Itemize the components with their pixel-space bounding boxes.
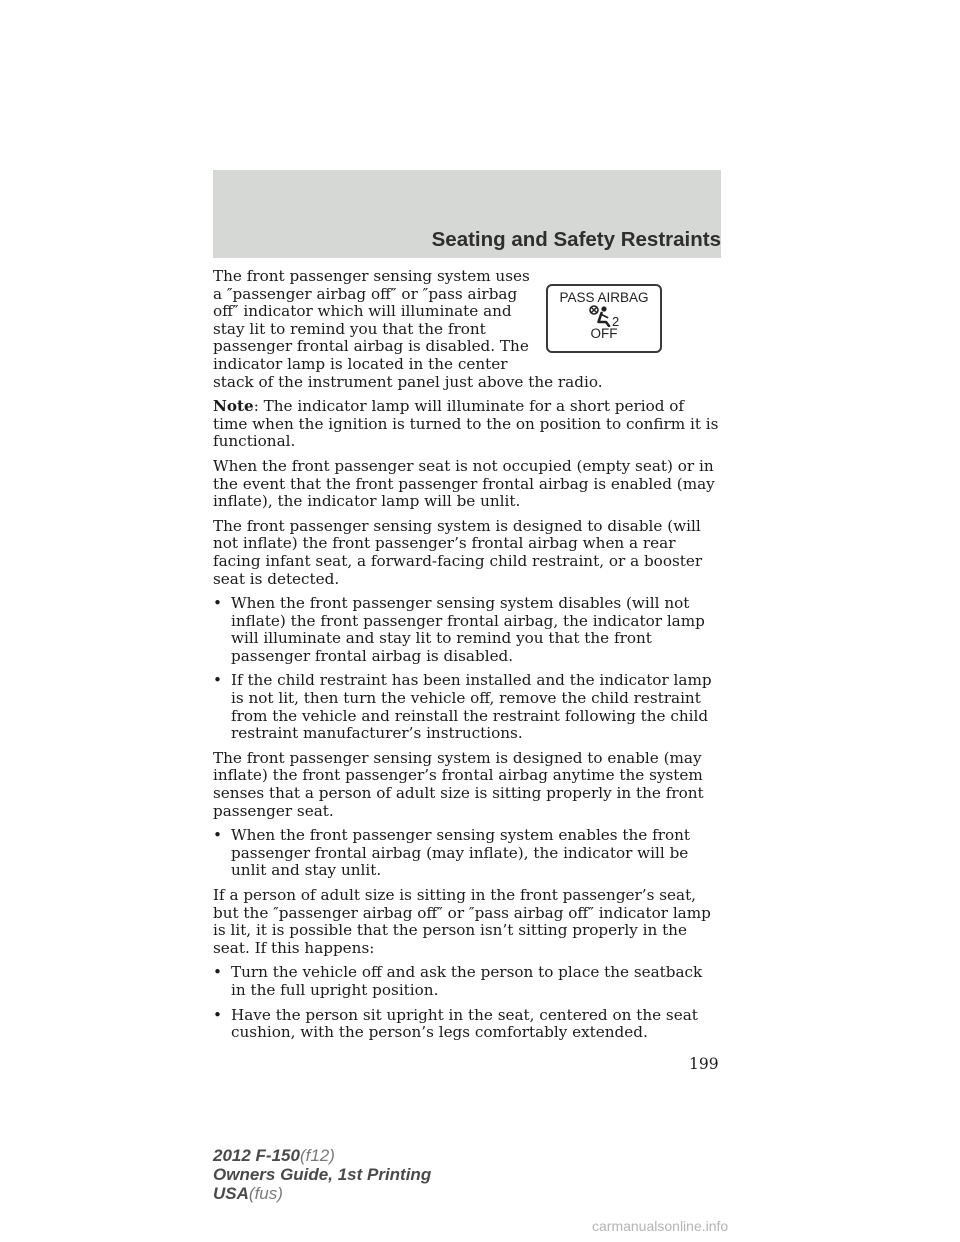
- bullet-marker: •: [213, 671, 222, 690]
- footer-line-model: [213, 1146, 431, 1165]
- indicator-label-top: PASS AIRBAG: [559, 290, 649, 305]
- bullet-item: [213, 595, 721, 665]
- intro-text: The front passenger sensing system uses a ″passenger airbag off″ or ″pass airbag off″ indicator which will illuminate and stay lit to remind you that the front passenger frontal airbag is disabled. The indicator lamp is located in the center stack of the instrument panel just above the radio.: [213, 267, 603, 391]
- pass-airbag-off-indicator: [546, 284, 662, 353]
- bullet-item: [213, 672, 721, 742]
- bullet-text: When the front passenger sensing system enables the front passenger frontal airbag (may inflate), the indicator will be unlit and stay unlit.: [231, 826, 691, 880]
- bullet-marker: •: [213, 594, 222, 613]
- bullet-text: Turn the vehicle off and ask the person to place the seatback in the full upright position.: [231, 963, 703, 999]
- note-text: : The indicator lamp will illuminate for a short period of time when the ignition is turned to the on position to confirm it is functional.: [213, 397, 719, 451]
- footer-market: USA: [213, 1184, 249, 1203]
- bullet-item: [213, 1007, 721, 1042]
- unoccupied-seat-paragraph: When the front passenger seat is not occupied (empty seat) or in the event that the front passenger frontal airbag is enabled (may inflate), the indicator lamp will be unlit.: [213, 456, 715, 511]
- footer-market-code: (fus): [248, 1184, 283, 1203]
- bullet-item: [213, 964, 721, 999]
- footer-line-market: [213, 1184, 431, 1203]
- footer-line-edition: Owners Guide, 1st Printing: [213, 1165, 432, 1184]
- seated-person-airbag-off-icon: [584, 305, 624, 327]
- note-label: Note: [213, 397, 254, 416]
- bullet-marker: •: [213, 826, 222, 845]
- footer-model-code: (f12): [299, 1146, 335, 1165]
- intro-paragraph: [213, 268, 721, 391]
- print-footer: [213, 1146, 431, 1203]
- watermark: carmanualsonline.info: [592, 1218, 729, 1234]
- page-number: 199: [689, 1055, 719, 1073]
- footer-model: 2012 F-150: [213, 1146, 300, 1165]
- enable-paragraph: The front passenger sensing system is designed to enable (may inflate) the front passenger’s frontal airbag anytime the system senses that a person of adult size is sitting properly in the front passenger seat.: [213, 748, 704, 820]
- bullet-text: When the front passenger sensing system disables (will not inflate) the front passenger frontal airbag, the indicator lamp will illuminate and stay lit to remind you that the front passenger frontal airbag is disabled.: [231, 594, 705, 665]
- indicator-icon-number: 2: [612, 314, 620, 327]
- section-title: Seating and Safety Restraints: [431, 228, 721, 251]
- section-header-band: [213, 170, 721, 258]
- adult-size-paragraph: If a person of adult size is sitting in the front passenger’s seat, but the ″passenger airbag off″ or ″pass airbag off″ indicator lamp is lit, it is possible that the person isn’t sitting properly in the seat. If this happens:: [213, 886, 711, 957]
- bullet-marker: •: [213, 963, 222, 982]
- bullet-text: Have the person sit upright in the seat, centered on the seat cushion, with the person’s legs comfortably extended.: [231, 1005, 698, 1042]
- page-content: [213, 268, 721, 1049]
- bullet-item: [213, 827, 721, 880]
- disable-paragraph: The front passenger sensing system is designed to disable (will not inflate) the front passenger’s frontal airbag when a rear facing infant seat, a forward-facing child restraint, or a booster seat is detected.: [213, 516, 703, 588]
- bullet-text: If the child restraint has been installed and the indicator lamp is not lit, then turn the vehicle off, remove the child restraint from the vehicle and reinstall the restraint following the child restraint manufacturer’s instructions.: [231, 671, 712, 743]
- note-paragraph: [213, 398, 721, 451]
- indicator-label-bottom: OFF: [590, 326, 618, 341]
- bullet-marker: •: [213, 1005, 222, 1024]
